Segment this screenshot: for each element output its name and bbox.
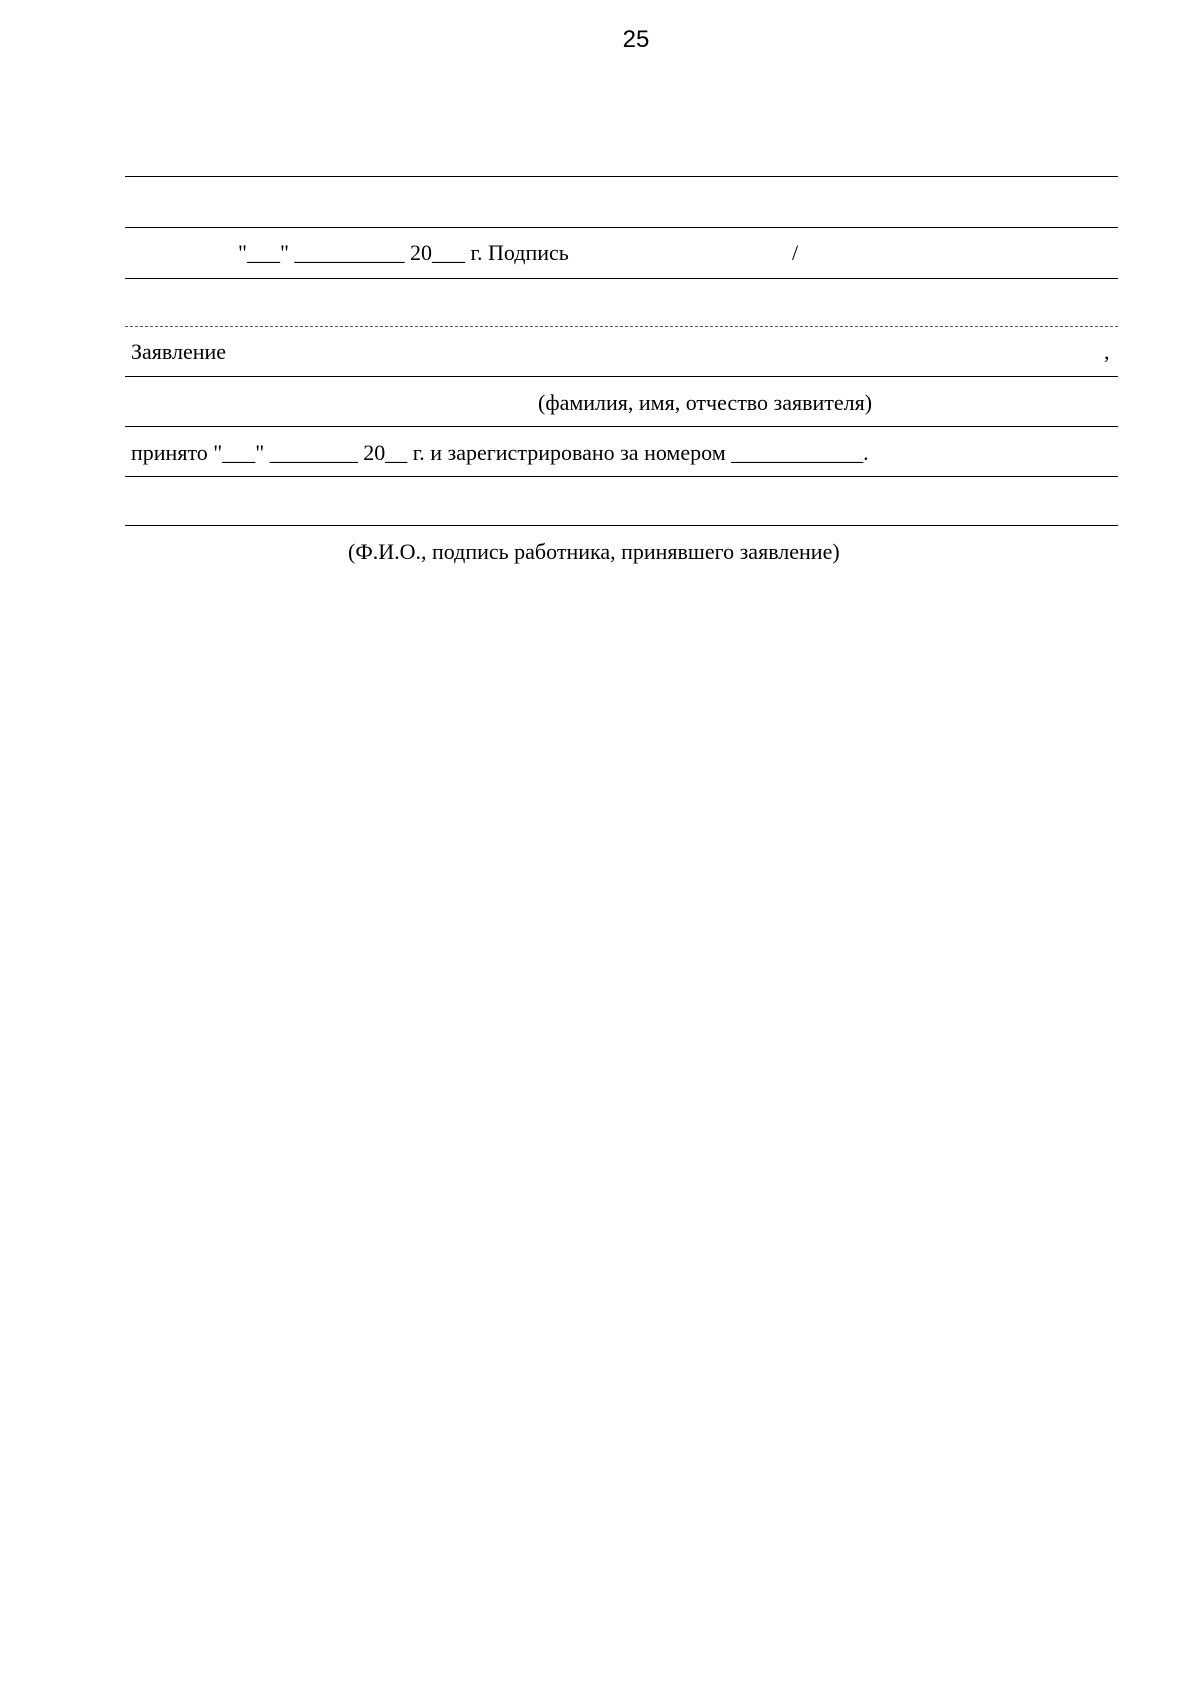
applicant-name-line (125, 376, 1118, 377)
employee-signature-line (125, 525, 1118, 526)
form-line-3 (125, 278, 1118, 279)
cut-line (125, 326, 1118, 327)
form-line-4 (125, 426, 1118, 427)
accepted-line: принято "___" ________ 20__ г. и зарегистрировано за номером ____________. (131, 440, 869, 465)
date-signature-line: "___" __________ 20___ г. Подпись (238, 240, 569, 265)
signature-slash: / (792, 240, 799, 265)
page-number: 25 (622, 26, 650, 53)
form-line-2 (125, 227, 1118, 228)
statement-label: Заявление (131, 339, 227, 364)
form-line-1 (125, 176, 1118, 177)
statement-comma: , (1104, 339, 1110, 364)
form-line-5 (125, 476, 1118, 477)
employee-caption: (Ф.И.О., подпись работника, принявшего заявление) (348, 539, 840, 564)
applicant-caption: (фамилия, имя, отчество заявителя) (538, 390, 873, 415)
